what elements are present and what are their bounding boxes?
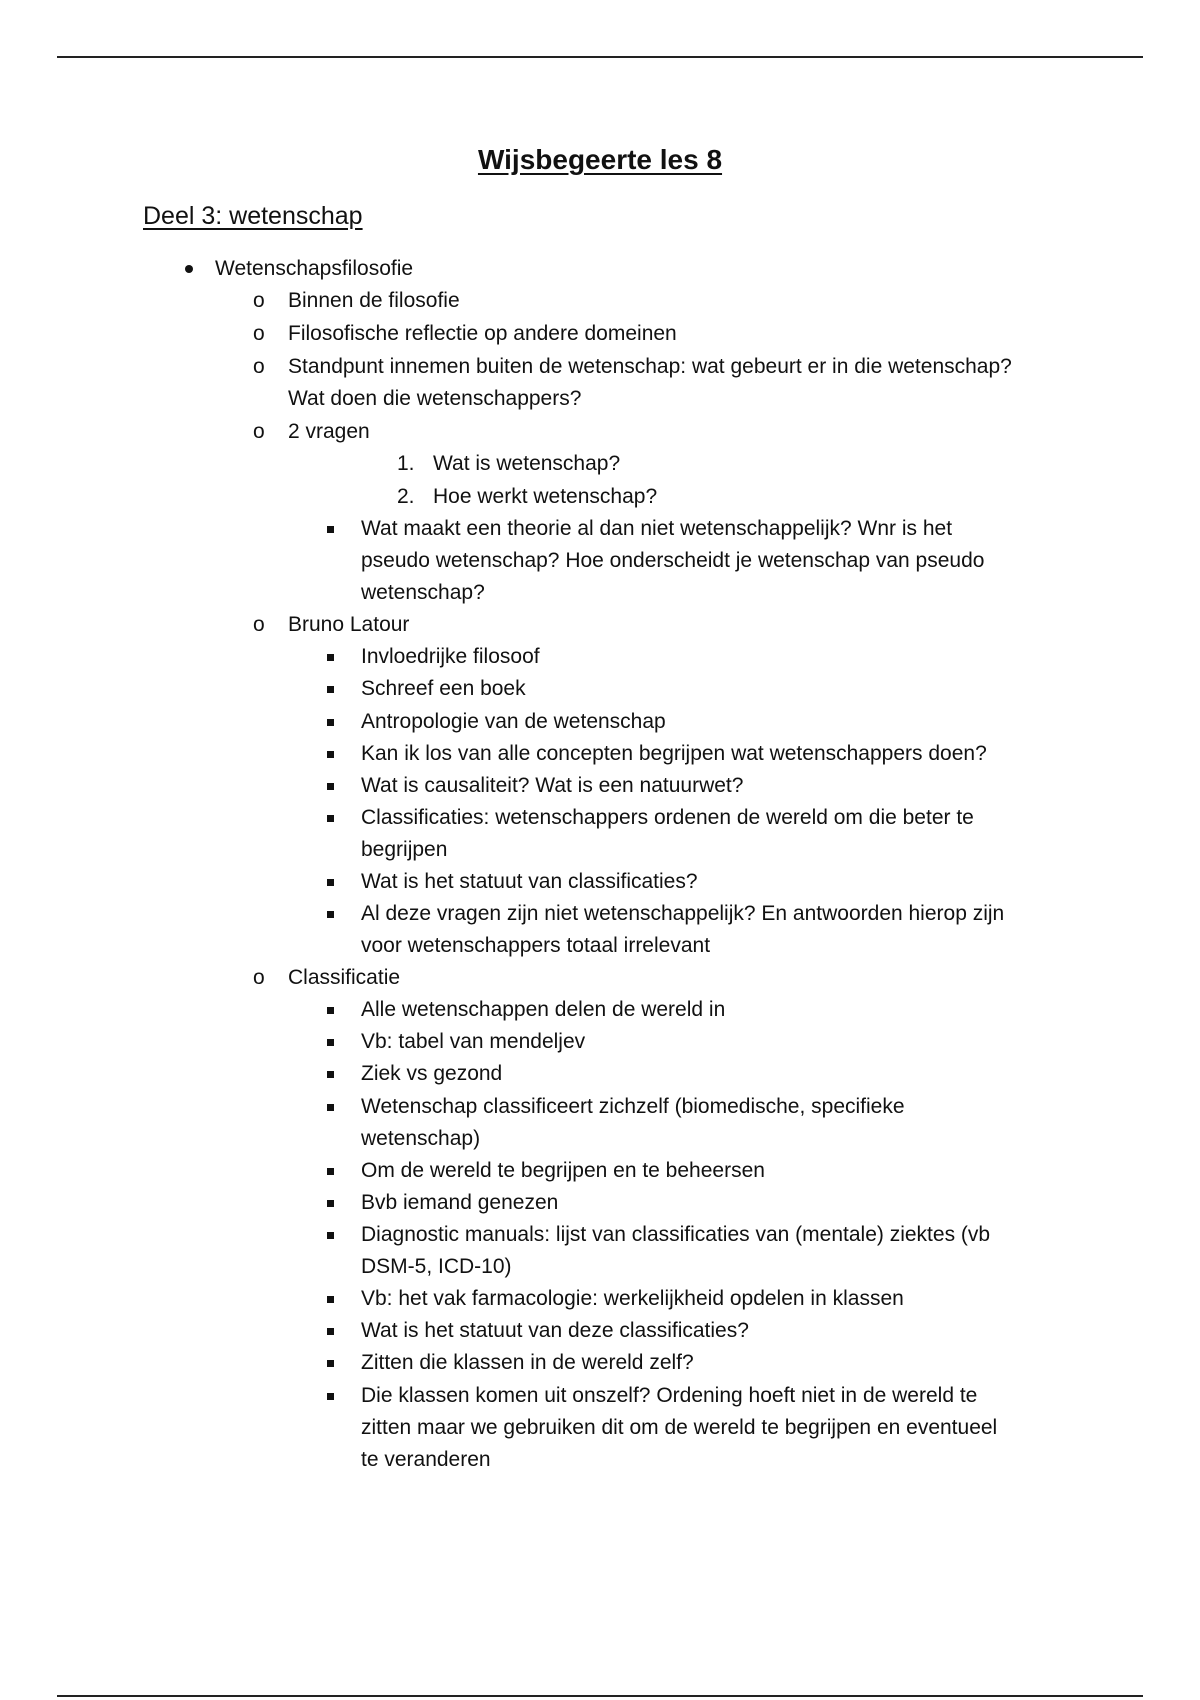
- square-bullet-icon: [327, 1200, 334, 1207]
- list-item: Classificaties: wetenschappers ordenen de wereld om die beter te: [361, 806, 974, 829]
- list-item: 2 vragen: [288, 420, 370, 443]
- list-item: Bvb iemand genezen: [361, 1191, 559, 1214]
- list-item: Binnen de filosofie: [288, 289, 460, 312]
- square-bullet-icon: [327, 1296, 334, 1303]
- list-item: Classificatie: [288, 966, 401, 989]
- list-item: Invloedrijke filosoof: [361, 645, 540, 668]
- list-item: Wetenschap classificeert zichzelf (biomedische, specifieke: [361, 1095, 905, 1118]
- list-item: Filosofische reflectie op andere domeinen: [288, 322, 677, 345]
- document-title: Wijsbegeerte les 8: [477, 144, 723, 175]
- list-item: Bruno Latour: [288, 613, 410, 636]
- list-item: Om de wereld te begrijpen en te beheersen: [361, 1159, 765, 1182]
- list-item-continuation: begrijpen: [361, 838, 448, 861]
- circle-bullet-icon: o: [253, 322, 265, 345]
- list-item: Die klassen komen uit onszelf? Ordening hoeft niet in de wereld te: [361, 1384, 978, 1407]
- circle-bullet-icon: o: [253, 355, 265, 378]
- footer-rule: [57, 1695, 1143, 1697]
- square-bullet-icon: [327, 1007, 334, 1014]
- circle-bullet-icon: o: [253, 613, 265, 636]
- list-item: Al deze vragen zijn niet wetenschappelijk? En antwoorden hierop zijn: [361, 902, 1005, 925]
- list-item: Alle wetenschappen delen de wereld in: [361, 998, 726, 1021]
- list-item-continuation: te veranderen: [361, 1448, 491, 1471]
- square-bullet-icon: [327, 911, 334, 918]
- square-bullet-icon: [327, 1168, 334, 1175]
- list-item: Diagnostic manuals: lijst van classificaties van (mentale) ziektes (vb: [361, 1223, 991, 1246]
- list-item-continuation: zitten maar we gebruiken dit om de wereld te begrijpen en eventueel: [361, 1416, 998, 1439]
- numbered-item: Hoe werkt wetenschap?: [433, 485, 658, 508]
- list-item: Zitten die klassen in de wereld zelf?: [361, 1351, 694, 1374]
- list-item-continuation: wetenschap): [361, 1127, 481, 1150]
- list-item-continuation: voor wetenschappers totaal irrelevant: [361, 934, 711, 957]
- square-bullet-icon: [327, 751, 334, 758]
- list-item: Kan ik los van alle concepten begrijpen wat wetenschappers doen?: [361, 742, 987, 765]
- square-bullet-icon: [327, 1393, 334, 1400]
- list-item-continuation: DSM-5, ICD-10): [361, 1255, 512, 1278]
- circle-bullet-icon: o: [253, 966, 265, 989]
- header-rule: [57, 56, 1143, 58]
- list-item: Wat maakt een theorie al dan niet wetenschappelijk? Wnr is het: [361, 517, 953, 540]
- list-item: Vb: het vak farmacologie: werkelijkheid opdelen in klassen: [361, 1287, 904, 1310]
- square-bullet-icon: [327, 1328, 334, 1335]
- number-marker: 2.: [397, 485, 415, 508]
- square-bullet-icon: [327, 526, 334, 533]
- list-item: Standpunt innemen buiten de wetenschap: wat gebeurt er in die wetenschap?: [288, 355, 1012, 378]
- list-item: Antropologie van de wetenschap: [361, 710, 666, 733]
- list-item: Vb: tabel van mendeljev: [361, 1030, 586, 1053]
- list-item-continuation: pseudo wetenschap? Hoe onderscheidt je wetenschap van pseudo: [361, 549, 985, 572]
- square-bullet-icon: [327, 879, 334, 886]
- section-heading: Deel 3: wetenschap: [143, 202, 363, 230]
- list-item-level1: Wetenschapsfilosofie: [215, 257, 414, 280]
- list-item: Ziek vs gezond: [361, 1062, 503, 1085]
- list-item-continuation: wetenschap?: [361, 581, 485, 604]
- square-bullet-icon: [327, 686, 334, 693]
- square-bullet-icon: [327, 1039, 334, 1046]
- list-item: Schreef een boek: [361, 677, 526, 700]
- square-bullet-icon: [327, 654, 334, 661]
- list-item-continuation: Wat doen die wetenschappers?: [288, 387, 582, 410]
- number-marker: 1.: [397, 452, 415, 475]
- square-bullet-icon: [327, 1232, 334, 1239]
- list-item: Wat is het statuut van classificaties?: [361, 870, 698, 893]
- list-item: Wat is het statuut van deze classificaties?: [361, 1319, 749, 1342]
- square-bullet-icon: [327, 783, 334, 790]
- list-item: Wat is causaliteit? Wat is een natuurwet?: [361, 774, 744, 797]
- numbered-item: Wat is wetenschap?: [433, 452, 621, 475]
- square-bullet-icon: [327, 1071, 334, 1078]
- circle-bullet-icon: o: [253, 420, 265, 443]
- square-bullet-icon: [327, 1360, 334, 1367]
- square-bullet-icon: [327, 1104, 334, 1111]
- square-bullet-icon: [327, 815, 334, 822]
- circle-bullet-icon: o: [253, 289, 265, 312]
- bullet-dot-icon: [185, 265, 193, 273]
- square-bullet-icon: [327, 719, 334, 726]
